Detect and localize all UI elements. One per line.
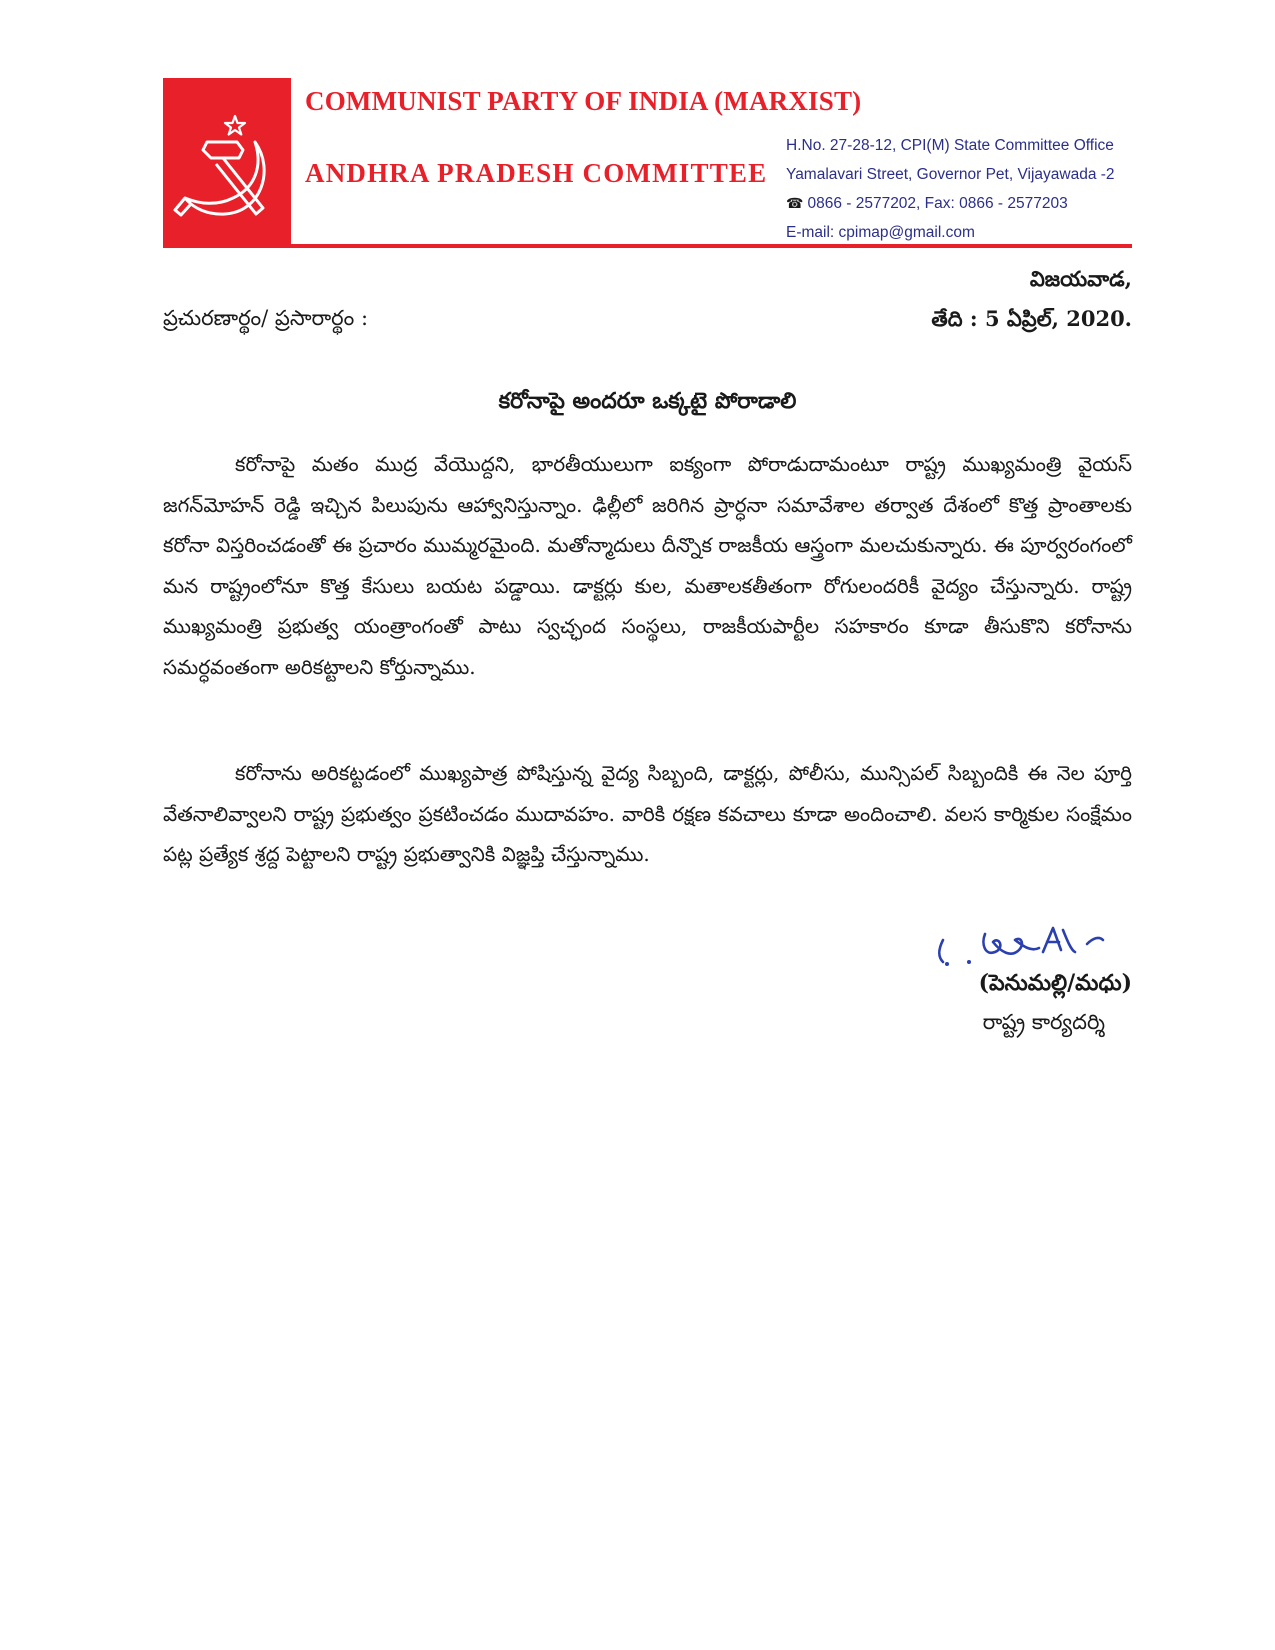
phone-line-row [786,189,1115,218]
body-paragraph: కరోనాను అరికట్టడంలో ముఖ్యపాత్ర పోషిస్తున్న వైద్య సిబ్బంది, డాక్టర్లు, పోలీసు, మున్సిపల్ సిబ్బందికి ఈ నెల పూర్తి వేతనాలివ్వాలని రాష్ట్ర ప్రభుత్వం ప్రకటించడం ముదావహం. వారికి రక్షణ కవచాలు కూడా అందించాలి. వలస కార్మికుల సంక్షేమం పట్ల ప్రత్యేక శ్రద్ద పెట్టాలని రాష్ట్ర ప్రభుత్వానికి విజ్ఞప్తి చేస్తున్నాము. [163,761,1132,866]
contact-block [786,131,1115,247]
signatory-name: (పెనుమల్లి/మధు) [978,970,1132,996]
committee-name: ANDHRA PRADESH COMMITTEE [305,158,768,188]
header-divider [163,244,1132,248]
phone-icon: ☎ [786,195,804,211]
release-date: తేది : 5 ఏప్రిల్, 2020. [931,306,1132,331]
address-line-1: H.No. 27-28-12, CPI(M) State Committee Office [786,137,1114,154]
release-label: ప్రచురణార్థం/ ప్రసారార్థం : [163,306,369,330]
org-name: COMMUNIST PARTY OF INDIA (MARXIST) [305,86,862,116]
phone-line: 0866 - 2577202, Fax: 0866 - 2577203 [807,195,1068,212]
email-line: E-mail: cpimap@gmail.com [786,224,975,241]
body-paragraph: కరోనాపై మతం ముద్ర వేయొద్దని, భారతీయులుగా ఐక్యంగా పోరాడుదామంటూ రాష్ట్ర ముఖ్యమంత్రి వైయస్ జగన్‌మోహన్ రెడ్డి ఇచ్చిన పిలుపును ఆహ్వానిస్తున్నాం. ఢిల్లీలో జరిగిన ప్రార్ధనా సమావేశాల తర్వాత దేశంలో కొత్త ప్రాంతాలకు కరోనా విస్తరించడంతో ఈ ప్రచారం ముమ్మరమైంది. మతోన్మాదులు దీన్నొక రాజకీయ ఆస్త్రంగా మలచుకున్నారు. ఈ పూర్వరంగంలో మన రాష్ట్రంలోనూ కొత్త కేసులు బయట పడ్డాయి. డాక్టర్లు కుల, మతాలకతీతంగా రోగులందరికీ వైద్యం చేస్తున్నారు. రాష్ట్ర ముఖ్యమంత్రి ప్రభుత్వ యంత్రాంగంతో పాటు స్వచ్ఛంద సంస్థలు, రాజకీయపార్టీల సహకారం కూడా తీసుకొని కరోనాను సమర్ధవంతంగా అరికట్టాలని కోర్తున్నాము. [163,452,1132,679]
place-name: విజయవాడ, [1029,266,1132,291]
hammer-sickle-star-icon [163,78,291,246]
signatory-designation: రాష్ట్ర కార్యదర్శి [982,1010,1105,1034]
handwritten-signature [935,922,1115,972]
party-logo [163,78,291,246]
address-line-2: Yamalavari Street, Governor Pet, Vijayawada -2 [786,166,1115,183]
document-title: కరోనాపై అందరూ ఒక్కటై పోరాడాలి [498,388,797,414]
